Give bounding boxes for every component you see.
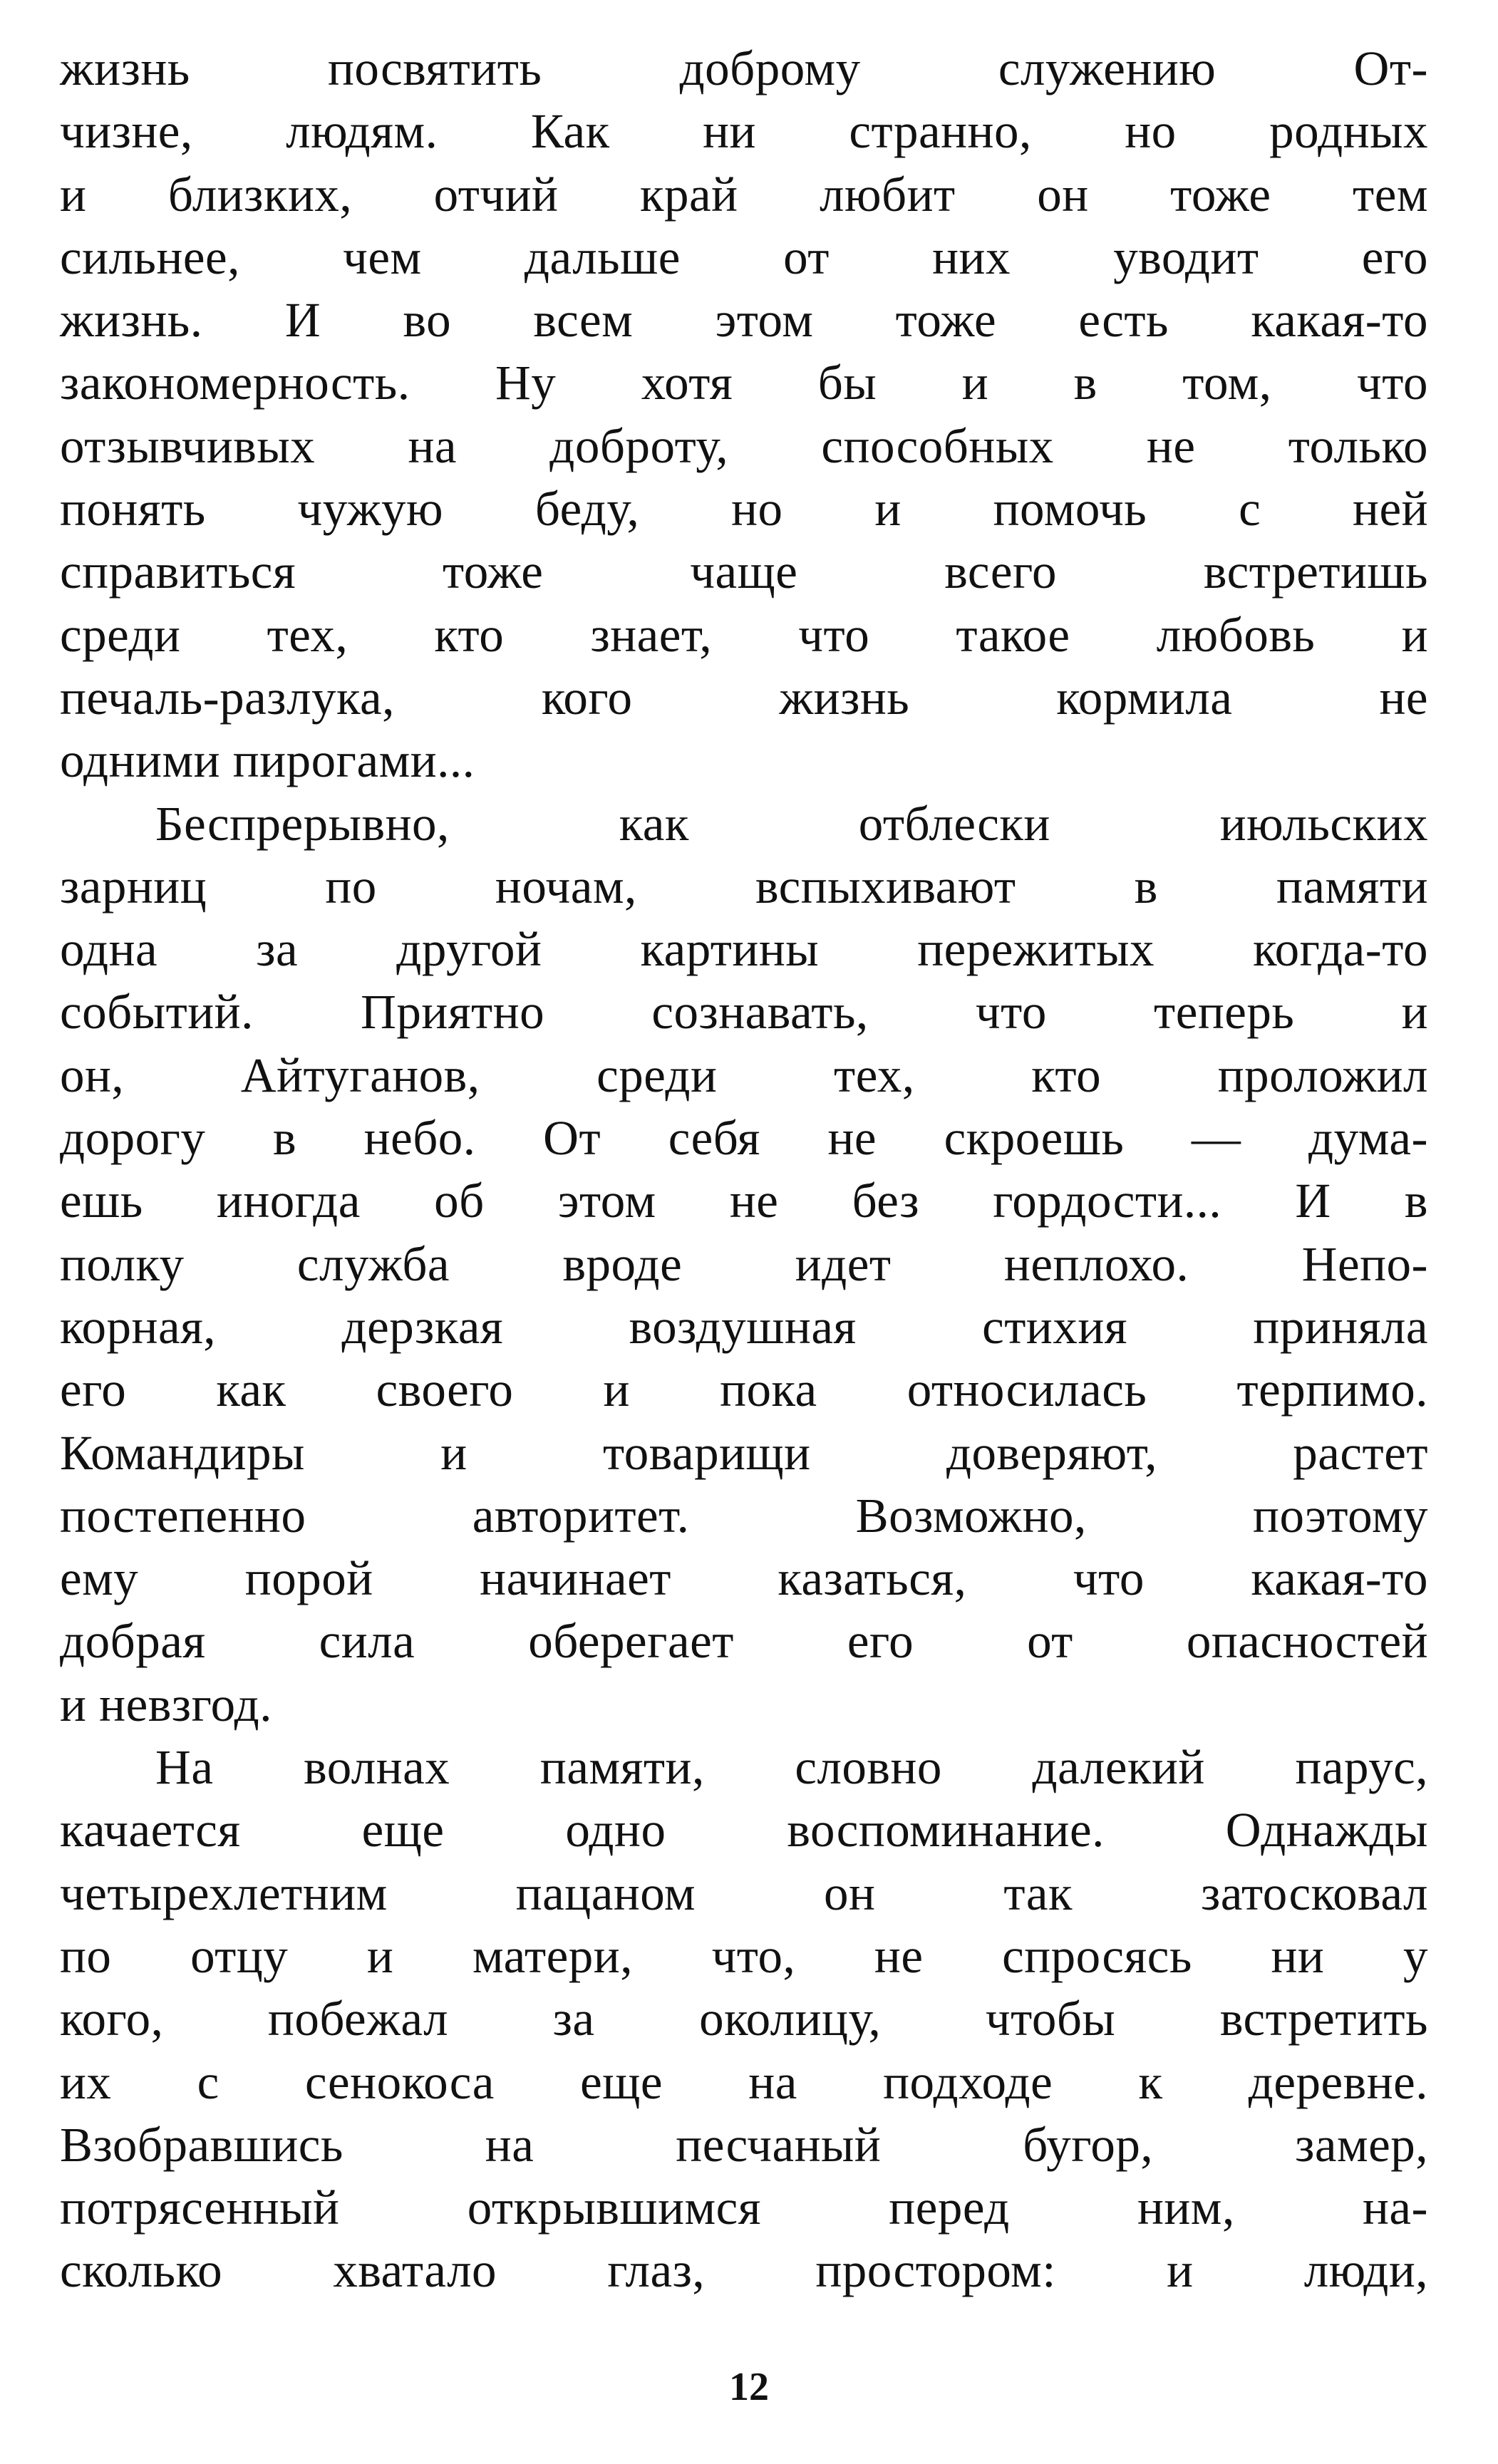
text-line: одними пирогами... [60, 733, 475, 788]
text-line: справиться тоже чаще всего встретишь [60, 544, 1428, 599]
text-line: по отцу и матери, что, не спросясь ни у [60, 1928, 1428, 1983]
text-line: зарниц по ночам, вспыхивают в памяти [60, 859, 1428, 913]
text-line: добрая сила оберегает его от опасностей [60, 1614, 1428, 1669]
text-line: печаль-разлука, кого жизнь кормила не [60, 670, 1428, 725]
text-line: четырехлетним пацаном он так затосковал [60, 1865, 1428, 1920]
text-line: чизне, людям. Как ни странно, но родных [60, 104, 1428, 159]
text-line: сильнее, чем дальше от них уводит его [60, 229, 1428, 284]
text-line: он, Айтуганов, среди тех, кто проложил [60, 1047, 1428, 1102]
text-line: одна за другой картины пережитых когда-то [60, 922, 1428, 977]
text-line: закономерность. Ну хотя бы и в том, что [60, 356, 1428, 410]
text-line: жизнь. И во всем этом тоже есть какая-то [60, 293, 1428, 348]
text-line: его как своего и пока относилась терпимо. [60, 1362, 1428, 1417]
text-line: постепенно авторитет. Возможно, поэтому [60, 1488, 1428, 1543]
text-line: и невзгод. [60, 1677, 273, 1731]
paragraph [60, 37, 1428, 792]
text-line: качается еще одно воспоминание. Однажды [60, 1803, 1428, 1858]
text-line: полку служба вроде идет неплохо. Непо- [60, 1236, 1428, 1291]
text-line: и близких, отчий край любит он тоже тем [60, 167, 1428, 222]
text-line: ему порой начинает казаться, что какая-то [60, 1551, 1428, 1606]
paragraph [60, 792, 1428, 1736]
text-line: Командиры и товарищи доверяют, растет [60, 1425, 1428, 1480]
text-line: жизнь посвятить доброму служению От- [60, 41, 1428, 95]
text-line: Беспрерывно, как отблески июльских [155, 796, 1428, 851]
text-line: событий. Приятно сознавать, что теперь и [60, 985, 1428, 1040]
text-line: сколько хватало глаз, простором: и люди, [60, 2243, 1428, 2298]
text-line: На волнах памяти, словно далекий парус, [155, 1740, 1428, 1795]
text-line: среди тех, кто знает, что такое любовь и [60, 607, 1428, 662]
text-line: отзывчивых на доброту, способных не только [60, 418, 1428, 473]
text-line: ешь иногда об этом не без гордости... И в [60, 1174, 1428, 1228]
text-line: потрясенный открывшимся перед ним, на- [60, 2180, 1428, 2235]
page-number: 12 [729, 2365, 769, 2409]
text-line: Взобравшись на песчаный бугор, замер, [60, 2117, 1428, 2172]
text-line: кого, побежал за околицу, чтобы встретить [60, 1992, 1428, 2046]
text-line: корная, дерзкая воздушная стихия приняла [60, 1299, 1428, 1354]
body-text [60, 37, 1428, 2302]
text-line: понять чужую беду, но и помочь с ней [60, 482, 1428, 537]
text-line: их с сенокоса еще на подходе к деревне. [60, 2054, 1428, 2109]
text-line: дорогу в небо. От себя не скроешь — дума- [60, 1111, 1428, 1166]
paragraph [60, 1736, 1428, 2302]
